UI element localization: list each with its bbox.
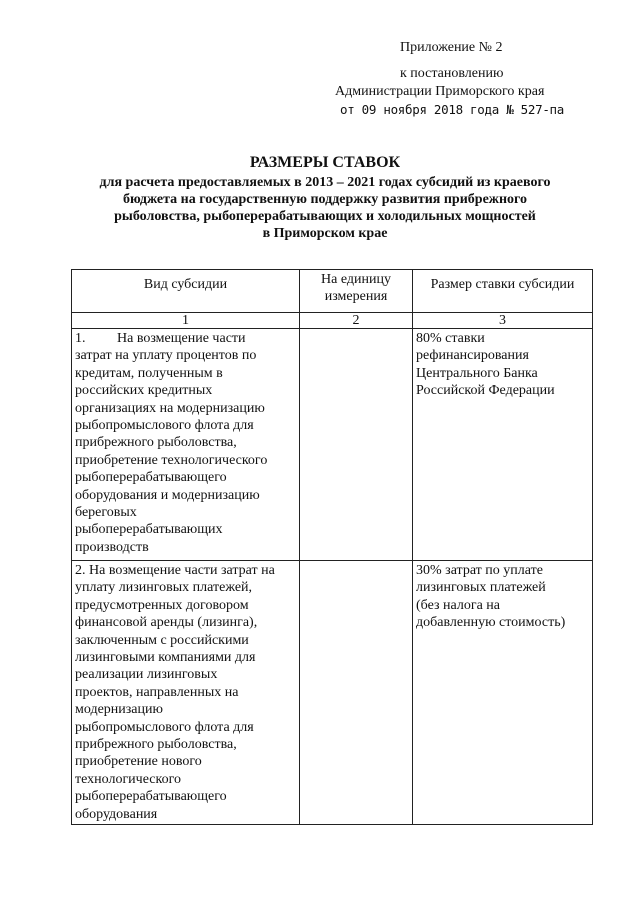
column-number: 3 bbox=[413, 313, 593, 329]
appendix-label: Приложение № 2 bbox=[400, 40, 503, 55]
title-sub-line: в Приморском крае bbox=[262, 226, 388, 241]
rate-cell: 80% ставки рефинансирования Центрального Банка Российской Федерации bbox=[413, 329, 593, 561]
header-unit: На единицу измерения bbox=[300, 270, 413, 313]
column-number: 2 bbox=[300, 313, 413, 329]
table-row bbox=[72, 329, 593, 561]
title-sub-line: для расчета предоставляемых в 2013 – 2021 годах субсидий из краевого bbox=[99, 175, 551, 190]
subsidy-type-cell: 2. На возмещение части затрат на уплату лизинговых платежей, предусмотренных договором финансовой аренды (лизинга), заключенным с российскими лизинговыми компаниями для реализации лизинговых проектов, направленных на модернизацию рыбопромыслового флота для прибрежного рыболовства, приобретение нового технологического рыбоперерабатывающего оборудования bbox=[72, 561, 300, 825]
unit-cell bbox=[300, 561, 413, 825]
table-header-row bbox=[72, 270, 593, 313]
to-resolution-label: к постановлению bbox=[400, 66, 504, 81]
column-number: 1 bbox=[72, 313, 300, 329]
administration-label: Администрации Приморского края bbox=[335, 84, 545, 99]
unit-cell bbox=[300, 329, 413, 561]
resolution-date: от 09 ноября 2018 года № 527-па bbox=[340, 102, 564, 117]
subsidy-rates-table bbox=[71, 269, 593, 825]
subsidy-type-cell: 1. На возмещение части затрат на уплату процентов по кредитам, полученным в российских кредитных организациях на модернизацию рыбопромыслового флота для прибрежного рыболовства, приобретение технологического рыбоперерабатывающего оборудования и модернизацию береговых рыбоперерабатывающих производств bbox=[72, 329, 300, 561]
header-subsidy-type: Вид субсидии bbox=[72, 270, 300, 313]
rate-cell: 30% затрат по уплате лизинговых платежей (без налога на добавленную стоимость) bbox=[413, 561, 593, 825]
table-row bbox=[72, 561, 593, 825]
document-title bbox=[60, 152, 590, 242]
column-number-row bbox=[72, 313, 593, 329]
title-sub-line: бюджета на государственную поддержку развития прибрежного bbox=[122, 192, 528, 207]
title-main: РАЗМЕРЫ СТАВОК bbox=[249, 154, 401, 171]
title-sub-line: рыболовства, рыбоперерабатывающих и холодильных мощностей bbox=[114, 209, 536, 224]
header-rate: Размер ставки субсидии bbox=[413, 270, 593, 313]
